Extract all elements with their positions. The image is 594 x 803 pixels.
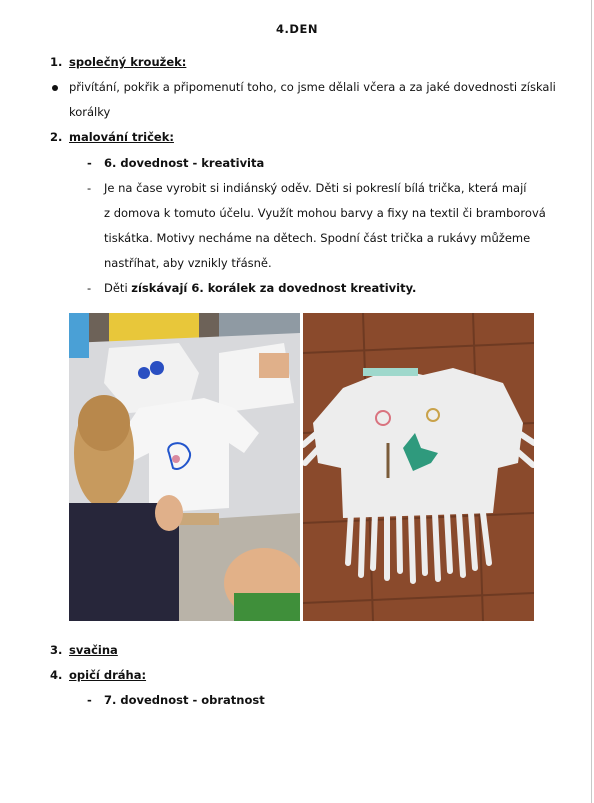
bullet-text-line-2: korálky	[69, 105, 111, 119]
dash-marker: -	[87, 693, 92, 707]
description-line-2: z domova k tomuto účelu. Využít mohou barvy a fixy na textil či bramborová	[104, 206, 546, 220]
fringed-tshirt-photo	[303, 313, 534, 621]
item-number-1: 1.	[50, 55, 63, 69]
dash-marker: -	[87, 156, 92, 170]
bullet-dot	[52, 85, 58, 91]
reward-line	[104, 281, 416, 295]
skill-7-title: 7. dovednost - obratnost	[104, 693, 265, 707]
heading-svacina: svačina	[69, 643, 118, 657]
description-line-3: tiskátka. Motivy necháme na dětech. Spodní část trička a rukávy můžeme	[104, 231, 531, 245]
item-number-3: 3.	[50, 643, 63, 657]
dash-marker: -	[87, 281, 92, 295]
bullet-text-line-1: přivítání, pokřik a připomenutí toho, co jsme dělali včera a za jaké dovednosti získali	[69, 80, 556, 94]
description-line-1: Je na čase vyrobit si indiánský oděv. Děti si pokreslí bílá trička, která mají	[104, 181, 527, 195]
reward-prefix: Děti	[104, 281, 132, 295]
heading-spolecny-krouzek: společný kroužek:	[69, 55, 187, 69]
reward-bold: získávají 6. korálek za dovednost kreativity.	[131, 281, 417, 295]
page-edge	[591, 0, 592, 803]
description-line-4: nastříhat, aby vznikly třásně.	[104, 256, 272, 270]
page-title: 4.DEN	[276, 22, 318, 36]
heading-opici-draha: opičí dráha:	[69, 668, 147, 682]
dash-marker: -	[87, 181, 92, 195]
item-number-4: 4.	[50, 668, 63, 682]
skill-6-title: 6. dovednost - kreativita	[104, 156, 265, 170]
item-number-2: 2.	[50, 130, 63, 144]
children-painting-tshirts-photo	[69, 313, 300, 621]
heading-malovani-tricek: malování triček:	[69, 130, 174, 144]
